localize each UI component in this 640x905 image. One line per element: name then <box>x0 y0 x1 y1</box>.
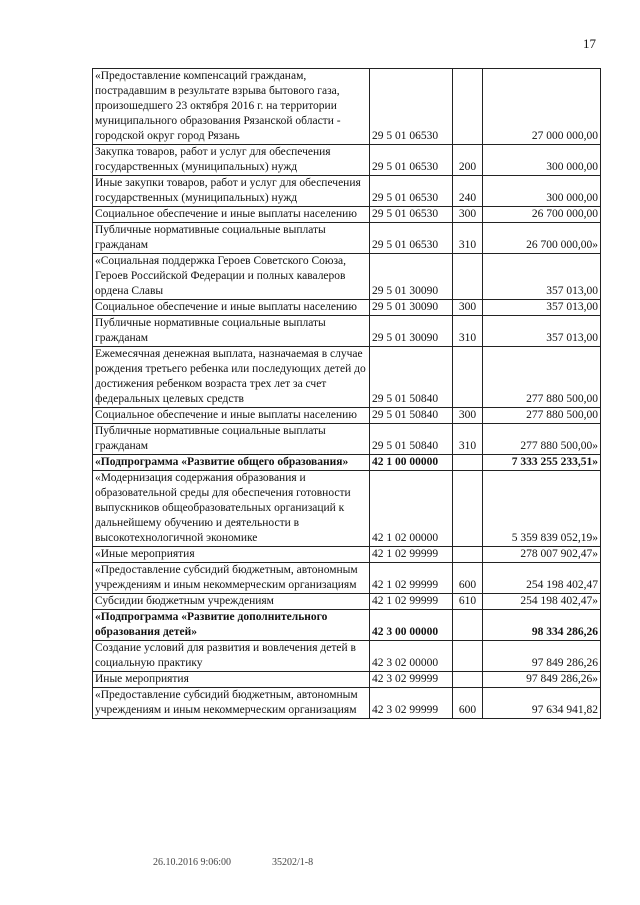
table-row <box>93 316 601 347</box>
row-sum: 26 700 000,00» <box>483 223 601 254</box>
row-name: Создание условий для развития и вовлечения детей в социальную практику <box>93 641 370 672</box>
row-sum: 7 333 255 233,51» <box>483 455 601 471</box>
row-code: 29 5 01 30090 <box>370 300 453 316</box>
row-expense-type <box>453 69 483 145</box>
row-expense-type: 240 <box>453 176 483 207</box>
row-name: «Предоставление компенсаций гражданам, пострадавшим в результате взрыва бытового газа, произошедшего 23 октября 2016 г. на территории муниципального образования Рязанской области - городской округ город Рязань <box>93 69 370 145</box>
row-sum: 27 000 000,00 <box>483 69 601 145</box>
table-row <box>93 547 601 563</box>
row-expense-type: 310 <box>453 316 483 347</box>
row-expense-type <box>453 641 483 672</box>
row-expense-type <box>453 672 483 688</box>
row-name: «Подпрограмма «Развитие общего образования» <box>93 455 370 471</box>
table-row <box>93 69 601 145</box>
row-sum: 254 198 402,47 <box>483 563 601 594</box>
row-sum: 5 359 839 052,19» <box>483 471 601 547</box>
row-code: 29 5 01 06530 <box>370 145 453 176</box>
row-name: Иные мероприятия <box>93 672 370 688</box>
row-sum: 254 198 402,47» <box>483 594 601 610</box>
row-code: 42 1 00 00000 <box>370 455 453 471</box>
row-expense-type: 600 <box>453 563 483 594</box>
footer-date: 26.10.2016 9:06:00 <box>153 857 232 868</box>
row-sum: 300 000,00 <box>483 145 601 176</box>
row-code: 29 5 01 30090 <box>370 316 453 347</box>
row-code: 29 5 01 50840 <box>370 347 453 408</box>
row-code: 42 3 02 99999 <box>370 688 453 719</box>
row-name: «Подпрограмма «Развитие дополнительного образования детей» <box>93 610 370 641</box>
table-row <box>93 223 601 254</box>
row-expense-type <box>453 455 483 471</box>
table-row <box>93 471 601 547</box>
table-row <box>93 610 601 641</box>
row-sum: 97 634 941,82 <box>483 688 601 719</box>
row-expense-type <box>453 471 483 547</box>
table-row <box>93 455 601 471</box>
row-name: Иные закупки товаров, работ и услуг для обеспечения государственных (муниципальных) нужд <box>93 176 370 207</box>
budget-table <box>92 68 601 719</box>
row-code: 29 5 01 06530 <box>370 176 453 207</box>
row-code: 42 1 02 99999 <box>370 563 453 594</box>
row-sum: 277 880 500,00 <box>483 408 601 424</box>
row-sum: 300 000,00 <box>483 176 601 207</box>
row-expense-type: 300 <box>453 300 483 316</box>
row-name: «Иные мероприятия <box>93 547 370 563</box>
row-sum: 97 849 286,26» <box>483 672 601 688</box>
row-sum: 278 007 902,47» <box>483 547 601 563</box>
row-name: Социальное обеспечение и иные выплаты населению <box>93 408 370 424</box>
row-code: 29 5 01 30090 <box>370 254 453 300</box>
row-expense-type: 300 <box>453 408 483 424</box>
row-expense-type <box>453 610 483 641</box>
table-row <box>93 408 601 424</box>
row-code: 42 1 02 00000 <box>370 471 453 547</box>
row-name: Субсидии бюджетным учреждениям <box>93 594 370 610</box>
row-name: Публичные нормативные социальные выплаты гражданам <box>93 223 370 254</box>
row-name: Публичные нормативные социальные выплаты гражданам <box>93 316 370 347</box>
row-expense-type: 600 <box>453 688 483 719</box>
row-expense-type: 310 <box>453 223 483 254</box>
footer-document-id: 35202/1-8 <box>272 857 314 868</box>
row-expense-type: 300 <box>453 207 483 223</box>
row-sum: 97 849 286,26 <box>483 641 601 672</box>
table-row <box>93 688 601 719</box>
table-row <box>93 207 601 223</box>
row-name: «Модернизация содержания образования и образовательной среды для обеспечения готовности выпускников общеобразовательных организаций к дальнейшему обучению и деятельности в высокотехнологичной экономике <box>93 471 370 547</box>
row-expense-type <box>453 254 483 300</box>
row-code: 29 5 01 06530 <box>370 207 453 223</box>
row-sum: 277 880 500,00 <box>483 347 601 408</box>
row-code: 42 3 02 99999 <box>370 672 453 688</box>
row-code: 29 5 01 06530 <box>370 69 453 145</box>
row-sum: 98 334 286,26 <box>483 610 601 641</box>
row-expense-type <box>453 547 483 563</box>
page-number: 17 <box>583 36 596 51</box>
row-code: 29 5 01 50840 <box>370 424 453 455</box>
row-sum: 26 700 000,00 <box>483 207 601 223</box>
row-name: Закупка товаров, работ и услуг для обеспечения государственных (муниципальных) нужд <box>93 145 370 176</box>
row-expense-type: 610 <box>453 594 483 610</box>
row-expense-type: 310 <box>453 424 483 455</box>
row-name: Ежемесячная денежная выплата, назначаемая в случае рождения третьего ребенка или последующих детей до достижения ребенком возраста трех лет за счет федеральных целевых средств <box>93 347 370 408</box>
row-name: Публичные нормативные социальные выплаты гражданам <box>93 424 370 455</box>
row-code: 29 5 01 06530 <box>370 223 453 254</box>
table-row <box>93 563 601 594</box>
row-code: 29 5 01 50840 <box>370 408 453 424</box>
row-name: «Предоставление субсидий бюджетным, автономным учреждениям и иным некоммерческим организациям <box>93 688 370 719</box>
budget-table-body <box>93 69 601 719</box>
row-name: Социальное обеспечение и иные выплаты населению <box>93 300 370 316</box>
row-name: «Предоставление субсидий бюджетным, автономным учреждениям и иным некоммерческим организациям <box>93 563 370 594</box>
table-row <box>93 145 601 176</box>
row-name: «Социальная поддержка Героев Советского Союза, Героев Российской Федерации и полных кавалеров ордена Славы <box>93 254 370 300</box>
table-row <box>93 254 601 300</box>
row-sum: 357 013,00 <box>483 300 601 316</box>
row-name: Социальное обеспечение и иные выплаты населению <box>93 207 370 223</box>
row-code: 42 1 02 99999 <box>370 594 453 610</box>
row-code: 42 3 00 00000 <box>370 610 453 641</box>
row-expense-type <box>453 347 483 408</box>
row-code: 42 3 02 00000 <box>370 641 453 672</box>
row-sum: 357 013,00 <box>483 316 601 347</box>
table-row <box>93 641 601 672</box>
row-sum: 357 013,00 <box>483 254 601 300</box>
table-row <box>93 594 601 610</box>
row-expense-type: 200 <box>453 145 483 176</box>
table-row <box>93 424 601 455</box>
table-row <box>93 672 601 688</box>
row-sum: 277 880 500,00» <box>483 424 601 455</box>
table-row <box>93 300 601 316</box>
row-code: 42 1 02 99999 <box>370 547 453 563</box>
table-row <box>93 176 601 207</box>
table-row <box>93 347 601 408</box>
